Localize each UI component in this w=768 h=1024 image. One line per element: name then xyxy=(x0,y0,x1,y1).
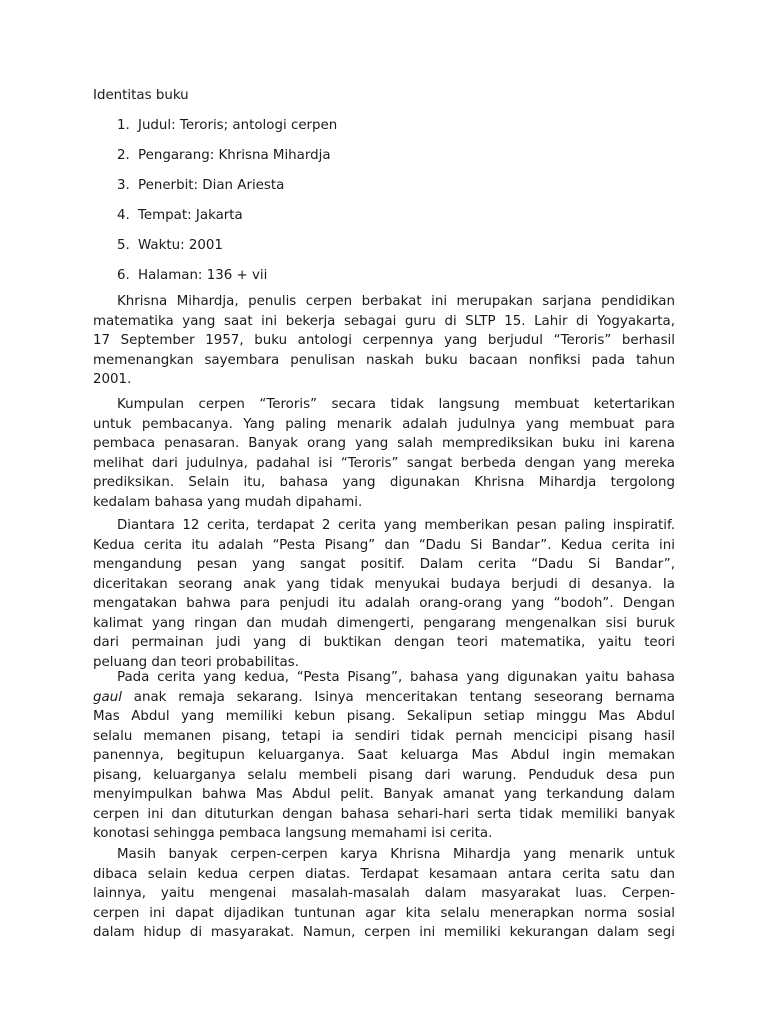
paragraph-line: mengandung pesan yang sangat positif. Dalam cerita “Dadu Si Bandar”, xyxy=(93,557,675,572)
paragraph-line: kalimat yang ringan dan mudah dimengerti, pengarang mengenalkan sisi buruk xyxy=(93,615,675,631)
list-number: 5. xyxy=(117,238,130,253)
list-item-text: Judul: Teroris; antologi cerpen xyxy=(138,118,338,133)
paragraph-line: melihat dari judulnya, padahal isi “Teroris” sangat berbeda dengan yang mereka xyxy=(93,455,675,471)
list-item xyxy=(117,146,337,176)
list-item-text: Penerbit: Dian Ariesta xyxy=(138,178,285,193)
list-number: 3. xyxy=(117,178,130,193)
paragraph-line: kedalam bahasa yang mudah dipahami. xyxy=(93,494,363,510)
paragraph-pesta-pisang xyxy=(93,668,675,844)
paragraph-line: 17 September 1957, buku antologi cerpennya yang berjudul “Teroris” berhasil xyxy=(93,333,675,348)
list-item-text: Tempat: Jakarta xyxy=(138,208,243,223)
paragraph-line: pembaca penasaran. Banyak orang yang salah memprediksikan buku ini karena xyxy=(93,436,675,451)
list-number: 2. xyxy=(117,148,130,163)
paragraph-conclusion xyxy=(93,845,675,943)
list-item xyxy=(117,206,337,236)
paragraph-line: memenangkan sayembara penulisan naskah buku bacaan nonfiksi pada tahun xyxy=(93,352,675,368)
paragraph-stories xyxy=(93,516,675,672)
paragraph-collection xyxy=(93,395,675,512)
list-item-text: Waktu: 2001 xyxy=(138,238,223,253)
list-number: 6. xyxy=(117,268,130,283)
paragraph-author xyxy=(93,292,675,390)
list-item xyxy=(117,116,337,146)
list-item xyxy=(117,176,337,206)
paragraph-line: konotasi sehingga pembaca langsung memahami isi cerita. xyxy=(93,826,493,841)
list-item xyxy=(117,236,337,266)
section-heading: Identitas buku xyxy=(93,88,189,103)
paragraph-line: Masih banyak cerpen-cerpen karya Khrisna Mihardja yang menarik untuk xyxy=(117,847,675,862)
italic-word: gaul xyxy=(93,689,122,705)
paragraph-line: Mas Abdul yang memiliki kebun pisang. Sekalipun setiap minggu Mas Abdul xyxy=(93,709,675,724)
paragraph-line: dalam hidup di masyarakat. Namun, cerpen ini memiliki kekurangan dalam segi xyxy=(93,925,675,940)
paragraph-line: prediksikan. Selain itu, bahasa yang digunakan Khrisna Mihardja tergolong xyxy=(93,475,675,490)
paragraph-line: diceritakan seorang anak yang tidak menyukai budaya berjudi di desanya. Ia xyxy=(93,576,675,592)
list-item-text: Pengarang: Khrisna Mihardja xyxy=(138,148,331,163)
paragraph-line: anak remaja sekarang. Isinya menceritakan tentang seseorang bernama xyxy=(121,689,675,705)
paragraph-line: dibaca selain kedua cerpen diatas. Terdapat kesamaan antara cerita satu dan xyxy=(93,866,675,882)
list-item-text: Halaman: 136 + vii xyxy=(138,268,268,283)
paragraph-line: cerpen ini dan dituturkan dengan bahasa sehari-hari serta tidak memiliki banyak xyxy=(93,806,675,822)
paragraph-line: lainnya, yaitu mengenai masalah-masalah dalam masyarakat luas. Cerpen- xyxy=(93,886,675,901)
paragraph-line: Kumpulan cerpen “Teroris” secara tidak langsung membuat ketertarikan xyxy=(117,397,675,412)
paragraph-line: matematika yang saat ini bekerja sebagai guru di SLTP 15. Lahir di Yogyakarta, xyxy=(93,313,675,329)
paragraph-line: menyimpulkan bahwa Mas Abdul pelit. Banyak amanat yang terkandung dalam xyxy=(93,787,675,802)
paragraph-line: peluang dan teori probabilitas. xyxy=(93,654,299,670)
paragraph-line: Kedua cerita itu adalah “Pesta Pisang” dan “Dadu Si Bandar”. Kedua cerita ini xyxy=(93,537,675,553)
list-number: 1. xyxy=(117,118,130,133)
paragraph-line: Khrisna Mihardja, penulis cerpen berbakat ini merupakan sarjana pendidikan xyxy=(117,294,675,309)
paragraph-line: pisang, keluarganya selalu membeli pisang dari warung. Penduduk desa pun xyxy=(93,767,675,783)
paragraph-line: mengatakan bahwa para penjudi itu adalah orang-orang yang “bodoh”. Dengan xyxy=(93,596,675,611)
paragraph-line: dari permainan judi yang di buktikan dengan teori matematika, yaitu teori xyxy=(93,635,675,650)
paragraph-line: Pada cerita yang kedua, “Pesta Pisang”, bahasa yang digunakan yaitu bahasa xyxy=(117,670,675,685)
paragraph-line: untuk pembacanya. Yang paling menarik adalah judulnya yang membuat para xyxy=(93,416,675,432)
paragraph-line: selalu memanen pisang, tetapi ia sendiri tidak pernah mencicipi pisang hasil xyxy=(93,728,675,744)
paragraph-line: panennya, begitupun keluarganya. Saat keluarga Mas Abdul ingin memakan xyxy=(93,748,675,763)
paragraph-line: cerpen ini dapat dijadikan tuntunan agar kita selalu menerapkan norma sosial xyxy=(93,905,675,921)
paragraph-line: 2001. xyxy=(93,372,132,387)
paragraph-line: Diantara 12 cerita, terdapat 2 cerita yang memberikan pesan paling inspiratif. xyxy=(117,518,675,533)
list-number: 4. xyxy=(117,208,130,223)
identity-list xyxy=(117,116,337,296)
